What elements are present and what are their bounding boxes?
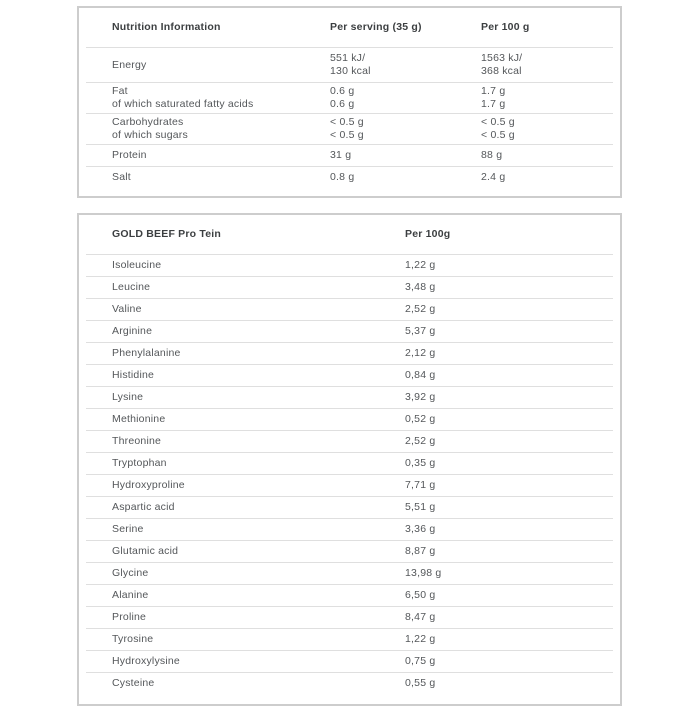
table-row-energy bbox=[86, 47, 613, 82]
table-row-carbohydrates bbox=[86, 113, 613, 144]
nutrition-table-panel bbox=[77, 6, 622, 198]
row-label: Tryptophan bbox=[112, 457, 167, 469]
table-row-hydroxyproline bbox=[86, 474, 613, 496]
row-label: Phenylalanine bbox=[112, 347, 181, 359]
value-per-serving: 0.8 g bbox=[330, 171, 355, 183]
value-per-100g: 2,12 g bbox=[405, 347, 436, 359]
row-label: Leucine bbox=[112, 281, 151, 293]
value-per-100g: < 0.5 g < 0.5 g bbox=[481, 116, 515, 141]
value-per-100g: 1,22 g bbox=[405, 633, 436, 645]
value-per-100g: 1563 kJ/ 368 kcal bbox=[481, 52, 523, 77]
table-row-lysine bbox=[86, 386, 613, 408]
table-row-phenylalanine bbox=[86, 342, 613, 364]
amino-table-header bbox=[79, 215, 620, 254]
row-label: Arginine bbox=[112, 325, 153, 337]
row-label: Histidine bbox=[112, 369, 155, 381]
value-per-100g: 8,47 g bbox=[405, 611, 436, 623]
row-label: Hydroxyproline bbox=[112, 479, 185, 491]
table-row-arginine bbox=[86, 320, 613, 342]
table-row-threonine bbox=[86, 430, 613, 452]
row-label: Alanine bbox=[112, 589, 149, 601]
table-row-fat bbox=[86, 82, 613, 113]
amino-table-rows bbox=[86, 254, 613, 704]
table-row-leucine bbox=[86, 276, 613, 298]
table-row-protein bbox=[86, 144, 613, 166]
value-per-serving: 31 g bbox=[330, 149, 352, 161]
row-label: Proline bbox=[112, 611, 147, 623]
table-row-aspartic-acid bbox=[86, 496, 613, 518]
row-label: Carbohydrates of which sugars bbox=[112, 116, 188, 141]
row-label: Hydroxylysine bbox=[112, 655, 180, 667]
row-label: Salt bbox=[112, 171, 131, 183]
col-header-per-100g: Per 100g bbox=[405, 228, 451, 240]
row-label: Lysine bbox=[112, 391, 144, 403]
value-per-100g: 2.4 g bbox=[481, 171, 506, 183]
table-row-tyrosine bbox=[86, 628, 613, 650]
amino-acid-table-panel bbox=[77, 213, 622, 706]
table-row-alanine bbox=[86, 584, 613, 606]
table-row-hydroxylysine bbox=[86, 650, 613, 672]
row-label: Valine bbox=[112, 303, 142, 315]
value-per-100g: 6,50 g bbox=[405, 589, 436, 601]
value-per-100g: 3,48 g bbox=[405, 281, 436, 293]
table-row-glycine bbox=[86, 562, 613, 584]
table-row-methionine bbox=[86, 408, 613, 430]
value-per-100g: 0,75 g bbox=[405, 655, 436, 667]
nutrition-table-rows bbox=[86, 47, 613, 196]
row-label: Energy bbox=[112, 58, 147, 71]
nutrition-table-header bbox=[79, 8, 620, 47]
table-row-serine bbox=[86, 518, 613, 540]
value-per-100g: 8,87 g bbox=[405, 545, 436, 557]
row-label: Aspartic acid bbox=[112, 501, 175, 513]
value-per-100g: 0,35 g bbox=[405, 457, 436, 469]
row-label: Glutamic acid bbox=[112, 545, 179, 557]
value-per-100g: 5,51 g bbox=[405, 501, 436, 513]
value-per-100g: 0,52 g bbox=[405, 413, 436, 425]
value-per-100g: 2,52 g bbox=[405, 303, 436, 315]
value-per-100g: 2,52 g bbox=[405, 435, 436, 447]
table-row-salt bbox=[86, 166, 613, 188]
row-label: Threonine bbox=[112, 435, 162, 447]
row-label: Isoleucine bbox=[112, 259, 162, 271]
row-label: Methionine bbox=[112, 413, 166, 425]
table-row-valine bbox=[86, 298, 613, 320]
row-label: Cysteine bbox=[112, 677, 155, 689]
value-per-serving: 0.6 g 0.6 g bbox=[330, 85, 355, 110]
value-per-100g: 0,55 g bbox=[405, 677, 436, 689]
row-label: Protein bbox=[112, 149, 147, 161]
value-per-serving: 551 kJ/ 130 kcal bbox=[330, 52, 371, 77]
amino-table-title: GOLD BEEF Pro Tein bbox=[112, 228, 221, 240]
table-row-isoleucine bbox=[86, 254, 613, 276]
table-row-proline bbox=[86, 606, 613, 628]
table-row-tryptophan bbox=[86, 452, 613, 474]
value-per-100g: 0,84 g bbox=[405, 369, 436, 381]
value-per-serving: < 0.5 g < 0.5 g bbox=[330, 116, 364, 141]
value-per-100g: 7,71 g bbox=[405, 479, 436, 491]
table-row-glutamic-acid bbox=[86, 540, 613, 562]
row-label: Fat of which saturated fatty acids bbox=[112, 85, 254, 110]
row-label: Tyrosine bbox=[112, 633, 154, 645]
col-header-per-100g: Per 100 g bbox=[481, 21, 530, 33]
value-per-100g: 1,22 g bbox=[405, 259, 436, 271]
row-label: Glycine bbox=[112, 567, 149, 579]
value-per-100g: 3,36 g bbox=[405, 523, 436, 535]
col-header-per-serving: Per serving (35 g) bbox=[330, 21, 422, 33]
value-per-100g: 3,92 g bbox=[405, 391, 436, 403]
nutrition-table-title: Nutrition Information bbox=[112, 21, 221, 33]
value-per-100g: 1.7 g 1.7 g bbox=[481, 85, 506, 110]
value-per-100g: 13,98 g bbox=[405, 567, 442, 579]
value-per-100g: 88 g bbox=[481, 149, 503, 161]
value-per-100g: 5,37 g bbox=[405, 325, 436, 337]
table-row-histidine bbox=[86, 364, 613, 386]
row-label: Serine bbox=[112, 523, 144, 535]
table-row-cysteine bbox=[86, 672, 613, 694]
